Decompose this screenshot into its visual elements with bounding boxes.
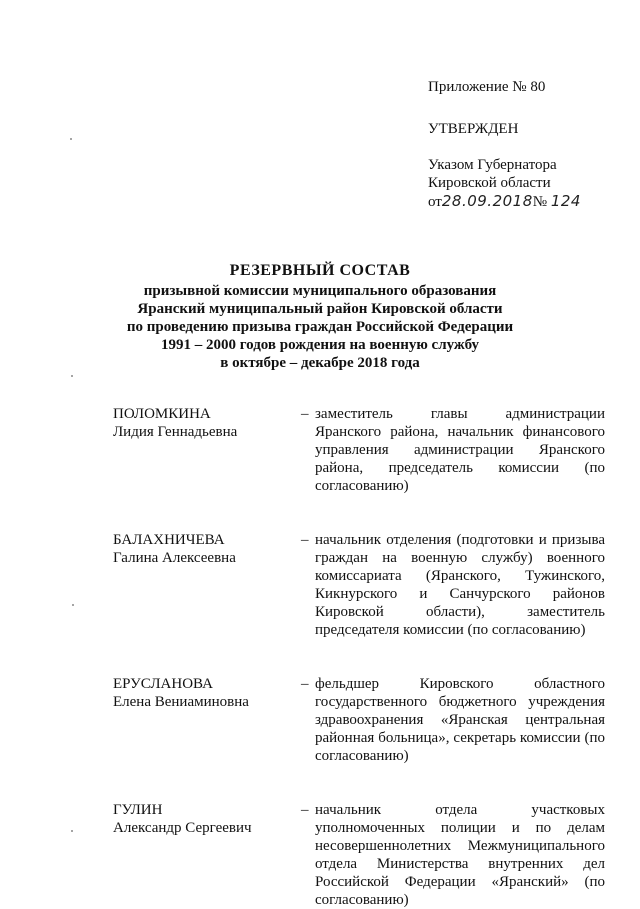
member-given-names: Лидия Геннадьевна <box>113 424 238 440</box>
member-dash: – <box>301 532 309 548</box>
approval-header <box>428 78 628 211</box>
handwritten-date: 28.09.2018 <box>441 192 533 210</box>
scan-speck <box>71 830 73 832</box>
decree-date-line <box>428 192 628 211</box>
approved-label: УТВЕРЖДЕН <box>428 121 519 137</box>
member-surname: БАЛАХНИЧЕВА <box>113 532 225 548</box>
title-line: призывной комиссии муниципального образования <box>143 283 497 299</box>
member-role: фельдшер Кировского областного государственного бюджетного учреждения здравоохранения «Яранская центральная районная больница», секретарь комиссии (по согласованию) <box>315 676 605 764</box>
member-role: начальник отделения (подготовки и призыва граждан на военную службу) военного комиссариата (Яранского, Тужинского, Кикнурского и Санчурского районов Кировской области), заместитель председателя комиссии (по согласованию) <box>315 532 605 638</box>
member-name <box>113 405 301 441</box>
title-line: в октябре – декабре 2018 года <box>220 355 420 371</box>
member-role: заместитель главы администрации Яранского района, начальник финансового управления администрации Яранского района, председатель комиссии (по согласованию) <box>315 406 605 494</box>
date-prefix: от <box>428 194 442 210</box>
document-title <box>60 262 580 372</box>
title-line: по проведению призыва граждан Российской Федерации <box>126 319 514 335</box>
member-surname: ГУЛИН <box>113 802 163 818</box>
member-dash: – <box>301 802 309 818</box>
scan-speck <box>70 138 72 140</box>
member-list <box>113 405 605 909</box>
scan-speck <box>72 604 74 606</box>
title-line: Яранский муниципальный район Кировской области <box>137 301 503 317</box>
member-role: начальник отдела участковых уполномоченных полиции и по делам несовершеннолетних Межмуниципального отдела Министерства внутренних дел Российской Федерации «Яранский» (по согласованию) <box>315 802 605 908</box>
decree-line-1: Указом Губернатора <box>428 157 557 173</box>
handwritten-number: 124 <box>550 192 581 210</box>
scan-speck <box>71 375 73 377</box>
member-dash: – <box>301 676 309 692</box>
member-given-names: Александр Сергеевич <box>113 820 252 836</box>
title-line: 1991 – 2000 годов рождения на военную службу <box>160 337 480 353</box>
member-entry <box>113 531 605 639</box>
title-main: РЕЗЕРВНЫЙ СОСТАВ <box>229 262 411 279</box>
member-name <box>113 801 301 837</box>
member-entry <box>113 801 605 909</box>
member-dash: – <box>301 406 309 422</box>
member-name <box>113 675 301 711</box>
decree-line-2: Кировской области <box>428 175 551 191</box>
member-given-names: Галина Алексеевна <box>113 550 236 566</box>
member-entry <box>113 675 605 765</box>
member-surname: ЕРУСЛАНОВА <box>113 676 213 692</box>
member-entry <box>113 405 605 495</box>
member-name <box>113 531 301 567</box>
member-given-names: Елена Вениаминовна <box>113 694 249 710</box>
number-label: № <box>532 194 548 210</box>
member-surname: ПОЛОМКИНА <box>113 406 211 422</box>
appendix-label: Приложение № 80 <box>428 79 546 95</box>
